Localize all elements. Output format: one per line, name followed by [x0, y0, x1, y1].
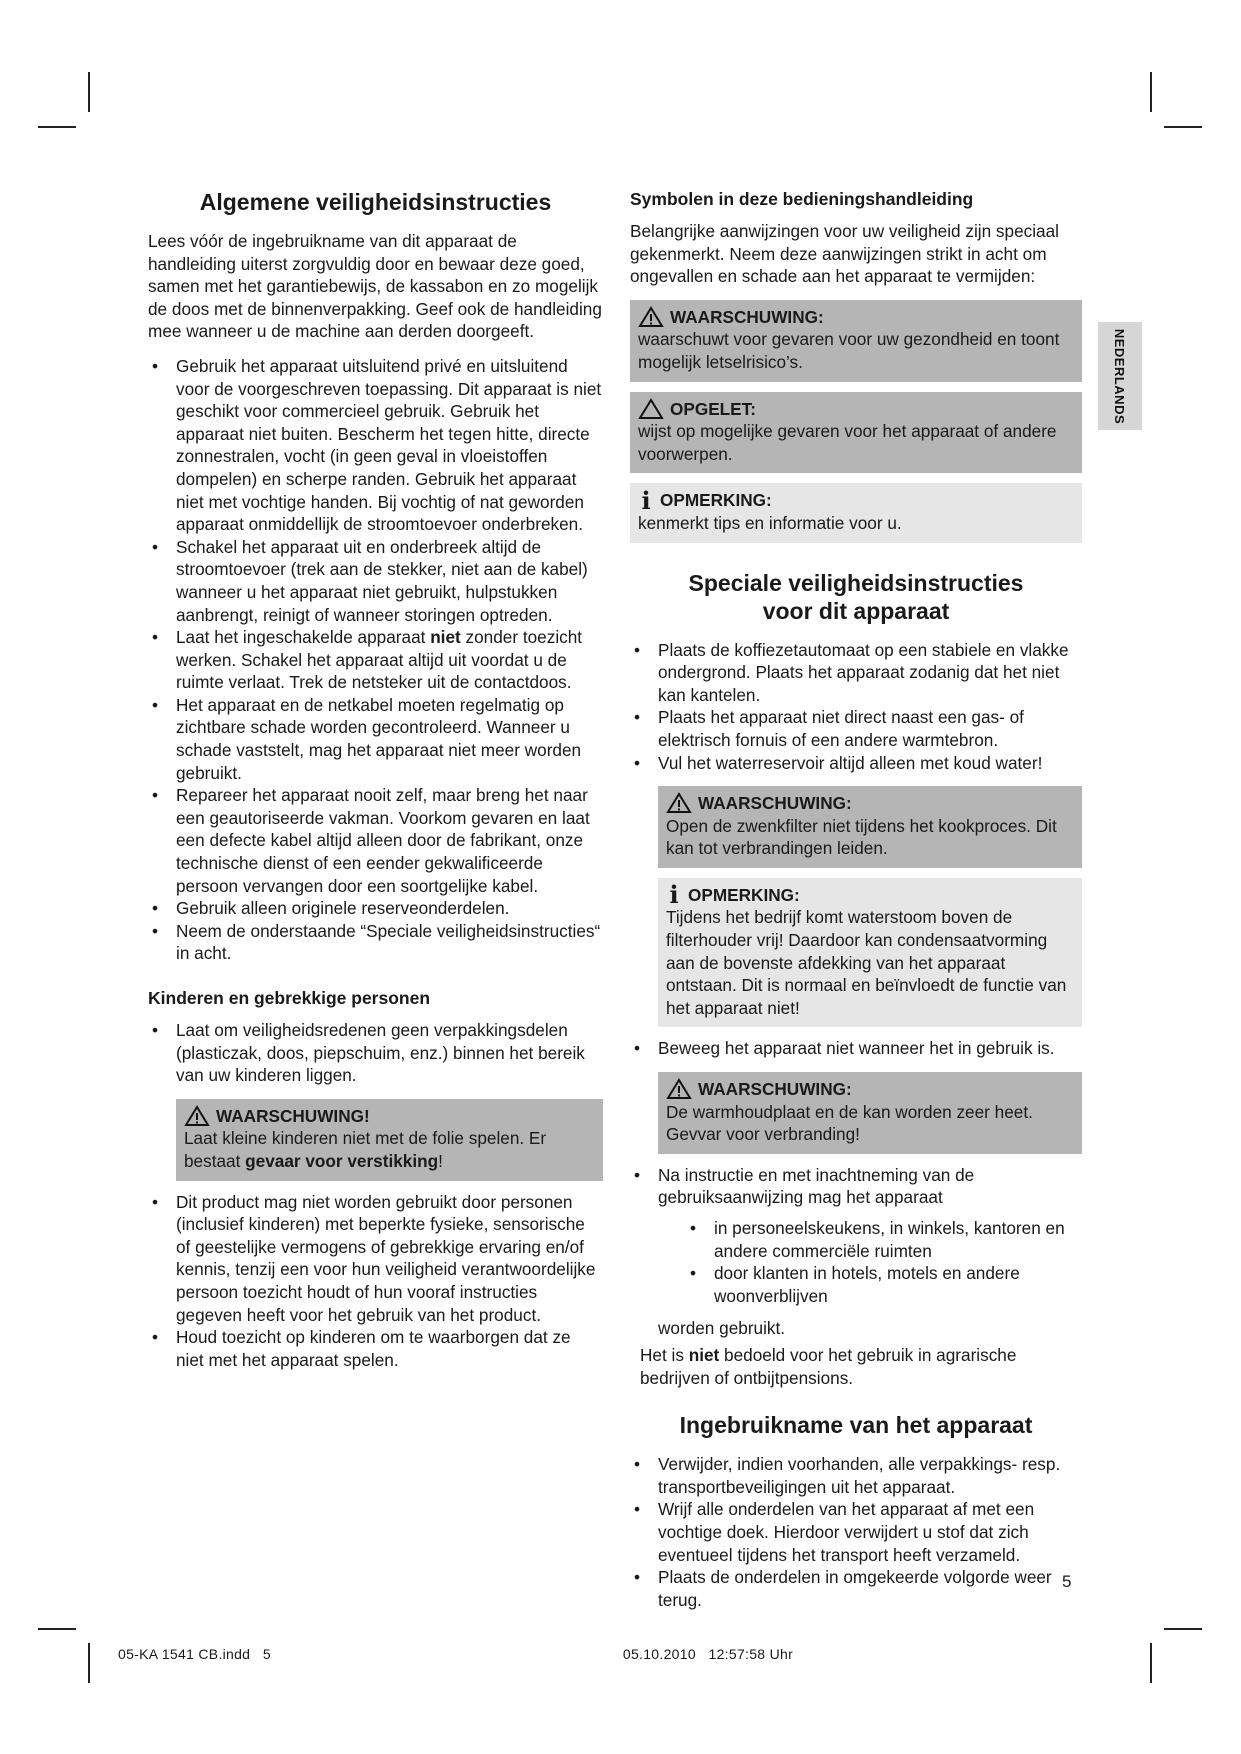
special-safety-list — [630, 639, 1082, 775]
general-intro: Lees vóór de ingebruikname van dit apparaat de handleiding uiterst zorgvuldig door en bewaar deze goed, samen met het garantiebewijs, de kassabon en zo mogelijk de doos met de binnenverpakking. Geef ook de handleiding mee wanneer u de machine aan derden doorgeeft. — [148, 231, 602, 342]
warning-text: Laat kleine kinderen niet met de folie spelen. Er bestaat gevaar voor verstikking! — [184, 1128, 547, 1171]
list-item: • Gebruik alleen originele reserveonderdelen. — [148, 897, 603, 920]
language-tab-label: NEDERLANDS — [1112, 328, 1128, 424]
list-item: • Laat om veiligheidsredenen geen verpakkingsdelen (plasticzak, doos, piepschuim, enz.) binnen het bereik van uw kinderen liggen. — [148, 1019, 603, 1087]
list-item: • Na instructie en met inachtneming van de gebruiksaanwijzing mag het apparaat • in personeelskeukens, in winkels, kantoren en andere commerciële ruimten • door klanten in hotels, motels en andere woonverblijven worden gebruikt. — [630, 1164, 1082, 1340]
crop-mark — [1150, 72, 1152, 112]
warning-text: De warmhoudplaat en de kan worden zeer heet. Gevvar voor verbranding! — [666, 1101, 1033, 1145]
warning-triangle-icon — [666, 792, 692, 814]
hotplate-warning-box: WAARSCHUWING: De warmhoudplaat en de kan worden zeer heet. Gevvar voor verbranding! — [658, 1072, 1082, 1154]
crop-mark — [88, 1643, 90, 1683]
list-item: • in personeelskeukens, in winkels, kantoren en andere commerciële ruimten — [686, 1217, 1082, 1262]
list-item: • Het apparaat en de netkabel moeten regelmatig op zichtbare schade worden gecontroleerd. Wanneer u schade vaststelt, mag het apparaat niet meer worden gebruikt. — [148, 694, 603, 784]
not-intended-text: Het is niet bedoeld voor het gebruik in agrarische bedrijven of ontbijtpensions. — [640, 1344, 1017, 1388]
usage-list — [630, 1164, 1082, 1340]
print-footer: 05-KA 1541 CB.indd 5 05.10.2010 12:57:58 Uhr — [118, 1646, 794, 1662]
page-number: 5 — [1062, 1572, 1072, 1591]
crop-mark — [38, 126, 76, 128]
steam-warning-box: WAARSCHUWING: Open de zwenkfilter niet tijdens het kookproces. Dit kan tot verbrandingen leiden. — [658, 786, 1082, 868]
move-list — [630, 1037, 1082, 1060]
list-item: • Plaats de koffiezetautomaat op een stabiele en vlakke ondergrond. Plaats het apparaat zodanig dat het niet kan kantelen. — [630, 639, 1082, 707]
list-item: • Plaats de onderdelen in omgekeerde volgorde weer terug. — [630, 1566, 1082, 1611]
warning-triangle-icon — [638, 306, 664, 328]
info-icon: i — [669, 880, 679, 910]
list-item: • Neem de onderstaande “Speciale veiligheidsinstructies“ in acht. — [148, 920, 603, 965]
special-safety-title: Speciale veiligheidsinstructies voor dit apparaat — [688, 569, 1024, 624]
warning-triangle-icon — [666, 1078, 692, 1100]
caution-text: wijst op mogelijke gevaren voor het apparaat of andere voorwerpen. — [638, 421, 1057, 464]
warning-text: waarschuwt voor gevaren voor uw gezondheid en toont mogelijk letselrisico’s. — [638, 329, 1060, 372]
general-safety-title: Algemene veiligheidsinstructies — [199, 189, 552, 215]
warning-triangle-icon — [184, 1105, 210, 1127]
note-text: kenmerkt tips en informatie voor u. — [638, 512, 902, 533]
warning-heading: WAARSCHUWING! — [184, 1105, 593, 1128]
usage-closing: worden gebruikt. — [658, 1318, 786, 1339]
symbol-caution-box: OPGELET: wijst op mogelijke gevaren voor het apparaat of andere voorwerpen. — [630, 392, 1082, 474]
list-item: • Verwijder, indien voorhanden, alle verpakkings- resp. transportbeveiligingen uit het apparaat. — [630, 1453, 1082, 1498]
crop-mark — [1164, 126, 1202, 128]
symbols-intro: Belangrijke aanwijzingen voor uw veiligheid zijn speciaal gekenmerkt. Neem deze aanwijzingen strikt in acht om ongevallen en schade aan het apparaat te vermijden: — [630, 221, 1059, 287]
list-item: • Laat het ingeschakelde apparaat niet zonder toezicht werken. Schakel het apparaat altijd uit voordat u de ruimte verlaat. Trek de netsteker uit de contactdoos. — [148, 626, 603, 694]
symbol-warning-box: WAARSCHUWING: waarschuwt voor gevaren voor uw gezondheid en toont mogelijk letselrisico’s. — [630, 300, 1082, 382]
list-item: • Vul het waterreservoir altijd alleen met koud water! — [630, 752, 1082, 775]
list-item: • Wrijf alle onderdelen van het apparaat af met een vochtige doek. Hierdoor verwijdert u stof dat zich eventueel tijdens het transport heeft verzameld. — [630, 1498, 1082, 1566]
crop-mark — [1150, 1643, 1152, 1683]
list-item: • Repareer het apparaat nooit zelf, maar breng het naar een geautoriseerde vakman. Voorkom gevaren en laat een defecte kabel altijd alleen door de fabrikant, onze technische dienst of een eender gekwalificeerde persoon vervangen door een soortgelijke kabel. — [148, 784, 603, 897]
list-item: • Plaats het apparaat niet direct naast een gas- of elektrisch fornuis of een andere warmtebron. — [630, 706, 1082, 751]
kids-list-2 — [148, 1191, 603, 1372]
info-icon: i — [641, 485, 651, 515]
list-item: • Gebruik het apparaat uitsluitend privé en uitsluitend voor de voorgeschreven toepassing. Dit apparaat is niet geschikt voor commercieel gebruik. Gebruik het apparaat niet buiten. Bescherm het tegen hitte, directe zonnestralen, vocht (in geen geval in vloeistoffen dompelen) en scherpe randen. Gebruik het apparaat niet met vochtige handen. Bij vochtig of nat geworden apparaat onmiddellijk de stroomtoevoer onderbreken. — [148, 355, 603, 536]
kids-warning-box — [176, 1099, 603, 1181]
right-column — [630, 188, 1082, 1623]
steam-note-box: i OPMERKING: Tijdens het bedrijf komt waterstoom boven de filterhouder vrij! Daardoor kan condensaatvorming aan de bovenste afdekking van het apparaat ontstaan. Dit is normaal en beïnvloedt de functie van het apparaat niet! — [658, 878, 1082, 1028]
crop-mark — [1164, 1628, 1202, 1630]
crop-mark — [38, 1628, 76, 1630]
list-item: • Beweeg het apparaat niet wanneer het in gebruik is. — [630, 1037, 1082, 1060]
left-column — [148, 188, 603, 1383]
usage-sublist — [658, 1217, 1082, 1307]
startup-list — [630, 1453, 1082, 1611]
note-text: Tijdens het bedrijf komt waterstoom boven de filterhouder vrij! Daardoor kan condensaatvorming aan de bovenste afdekking van het apparaat ontstaan. Dit is normaal en beïnvloedt de functie van het apparaat niet! — [666, 907, 1067, 1018]
list-item: • Dit product mag niet worden gebruikt door personen (inclusief kinderen) met beperkte fysieke, sensorische of geestelijke vermogens of gebrekkige ervaring en/of kennis, tenzij een voor hun veiligheid verantwoordelijke persoon toezicht houdt of hun vooraf instructies gegeven heeft voor het gebruik van het product. — [148, 1191, 603, 1327]
list-item: • door klanten in hotels, motels en andere woonverblijven — [686, 1262, 1082, 1307]
general-safety-list — [148, 355, 603, 965]
symbols-title: Symbolen in deze bedieningshandleiding — [630, 189, 974, 209]
kids-list — [148, 1019, 603, 1087]
crop-mark — [88, 72, 90, 112]
warning-text: Open de zwenkfilter niet tijdens het kookproces. Dit kan tot verbrandingen leiden. — [666, 815, 1057, 859]
caution-triangle-icon — [638, 398, 664, 420]
startup-title: Ingebruikname van het apparaat — [679, 1412, 1033, 1439]
symbol-note-box: i OPMERKING: kenmerkt tips en informatie voor u. — [630, 483, 1082, 542]
list-item: • Houd toezicht op kinderen om te waarborgen dat ze niet met het apparaat spelen. — [148, 1326, 603, 1371]
list-item: • Schakel het apparaat uit en onderbreek altijd de stroomtoevoer (trek aan de stekker, niet aan de kabel) wanneer u het apparaat niet gebruikt, hulpstukken aanbrengt, reinigt of wanneer storingen optreden. — [148, 536, 603, 626]
kids-section-title: Kinderen en gebrekkige personen — [148, 988, 431, 1008]
